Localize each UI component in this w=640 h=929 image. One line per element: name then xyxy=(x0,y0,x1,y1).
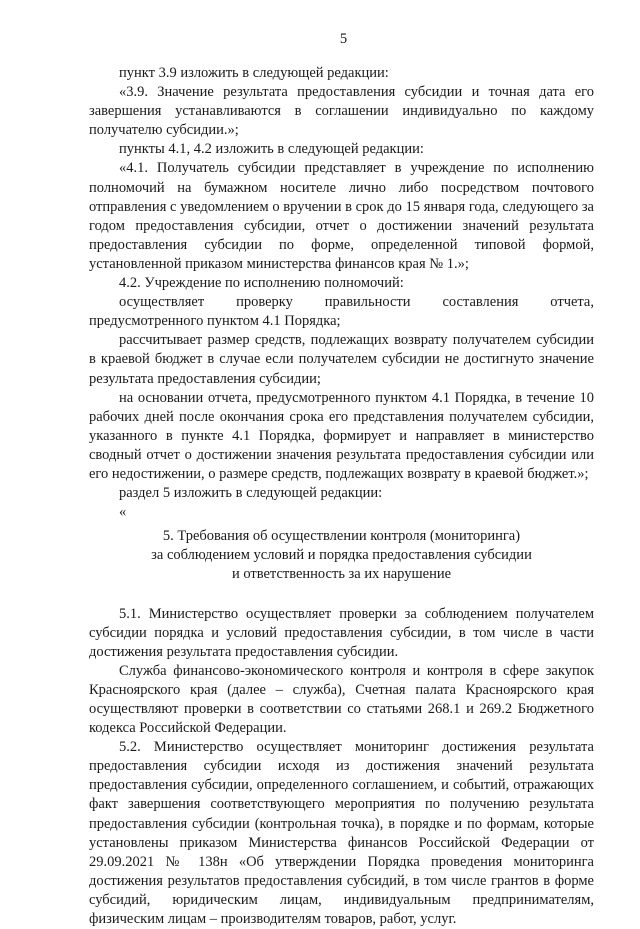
paragraph: 5.1. Министерство осуществляет проверки за соблюдением получателем субсидии порядка и условий предоставления субсидии, в том числе в части достижения результата предоставления субсидии. xyxy=(89,605,594,660)
paragraph: «3.9. Значение результата предоставления субсидии и точная дата его завершения устанавливаются в соглашении индивидуально по каждому получателю субсидии.»; xyxy=(89,84,594,139)
paragraph: на основании отчета, предусмотренного пунктом 4.1 Порядка, в течение 10 рабочих дней после окончания срока его представления получателем субсидии, указанного в пункте 4.1 Порядка, формирует и направляет в министерство сводный отчет о достижении значения результата предоставления субсидии или его недостижении, о размере средств, подлежащих возврату в краевой бюджет.»; xyxy=(89,389,594,482)
paragraph: пункт 3.9 изложить в следующей редакции: xyxy=(119,65,389,81)
section-heading-line: 5. Требования об осуществлении контроля (мониторинга) xyxy=(162,528,521,545)
paragraph: раздел 5 изложить в следующей редакции: xyxy=(119,485,383,502)
paragraph: 4.2. Учреждение по исполнению полномочий: xyxy=(119,275,404,292)
section-heading-line: и ответственность за их нарушение xyxy=(231,566,452,583)
paragraph: осуществляет проверку правильности составления отчета, предусмотренного пунктом 4.1 Порядка; xyxy=(89,294,594,330)
section-heading-line: за соблюдением условий и порядка предоставления субсидии xyxy=(151,547,532,564)
body-text-top xyxy=(89,64,594,522)
section-heading xyxy=(89,527,594,584)
paragraph: «4.1. Получатель субсидии представляет в учреждение по исполнению полномочий на бумажном носителе лично либо посредством почтового отправления с уведомлением о вручении в срок до 15 января года, следующего за годом предоставления субсидии, отчет о достижении значений результата предоставления субсидии по форме, определенной типовой формой, установленной приказом министерства финансов края № 1.»; xyxy=(89,160,594,272)
opening-quote: « xyxy=(119,504,127,521)
paragraph: Служба финансово-экономического контроля и контроля в сфере закупок Красноярского края (далее – служба), Счетная палата Красноярского края осуществляют проверки в соответствии со статьями 268.1 и 269.2 Бюджетного кодекса Российской Федерации. xyxy=(89,662,594,737)
body-text-bottom xyxy=(89,605,594,929)
paragraph: пункты 4.1, 4.2 изложить в следующей редакции: xyxy=(119,141,424,158)
paragraph: рассчитывает размер средств, подлежащих возврату получателем субсидии в краевой бюджет в случае если получателем субсидии не достигнуто значение результата предоставления субсидии; xyxy=(89,332,594,387)
page-number: 5 xyxy=(339,31,348,47)
paragraph: 5.2. Министерство осуществляет мониторинг достижения результата предоставления субсидии исходя из достижения значений результата предоставления субсидии, определенного соглашением, и событий, отражающих факт завершения соответствующего мероприятия по получению результата предоставления субсидии (контрольная точка), в порядке и по формам, которые установлены приказом Министерства финансов Российской Федерации от 29.09.2021 № 138н «Об утверждении Порядка проведения мониторинга достижения результатов предоставления субсидий, в том числе грантов в форме субсидий, юридическим лицам, индивидуальным предпринимателям, физическим лицам – производителям товаров, работ, услуг. xyxy=(89,739,594,928)
